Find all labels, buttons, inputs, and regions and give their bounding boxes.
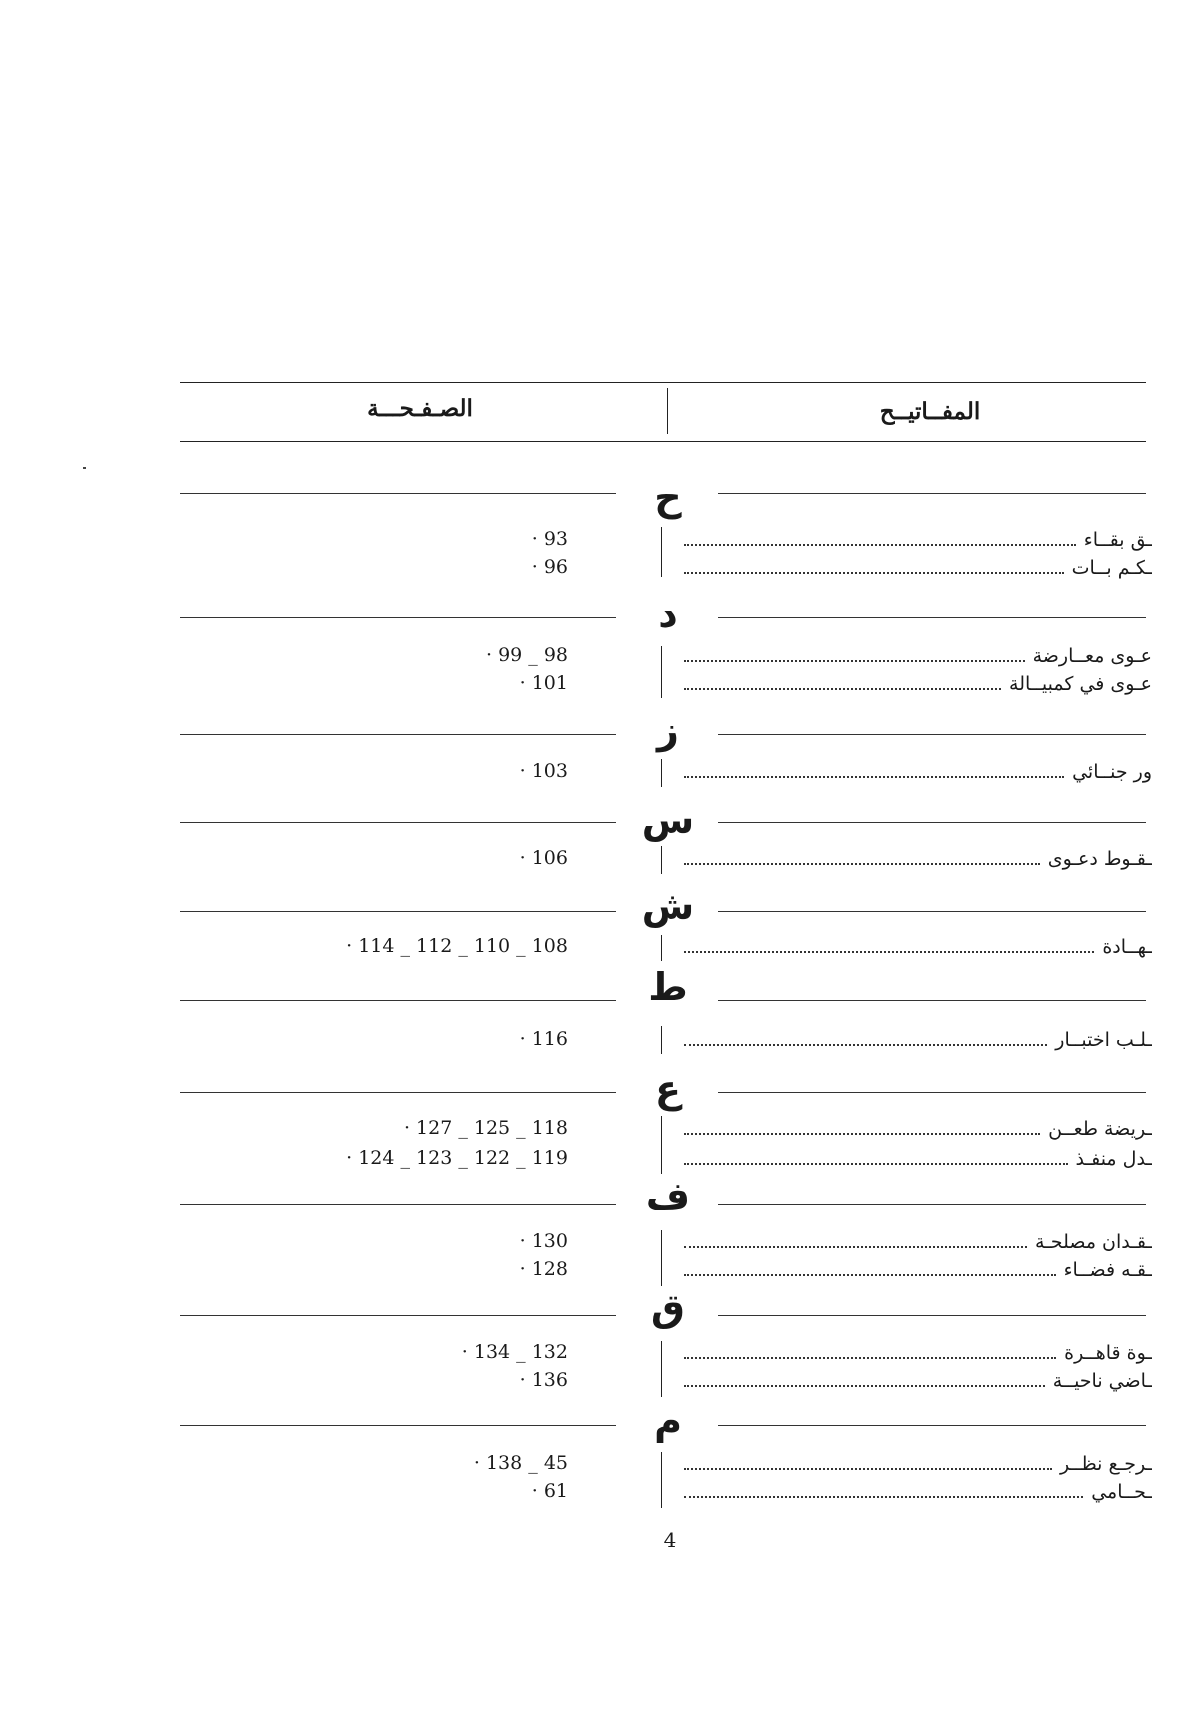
index-term: ـقـه فضــاء xyxy=(1063,1259,1152,1281)
index-pages: · 99 _ 98 xyxy=(485,644,568,666)
index-pages: · 93 xyxy=(531,528,568,550)
index-entry xyxy=(682,759,1152,785)
section-rule-left xyxy=(180,1000,616,1001)
index-pages: · 136 xyxy=(519,1369,568,1391)
section-rule-right xyxy=(718,822,1146,823)
header-top-rule xyxy=(180,382,1146,383)
section-letter: س xyxy=(641,798,695,842)
section-rule-right xyxy=(718,617,1146,618)
index-term: ـريضة طعــن xyxy=(1048,1118,1152,1140)
section-letter: ح xyxy=(654,475,682,519)
index-pages: · 134 _ 132 xyxy=(461,1341,568,1363)
section-rule-left xyxy=(180,1425,616,1426)
index-pages: · 138 _ 45 xyxy=(473,1452,568,1474)
keys-column-title: المفــاتيــح xyxy=(879,398,981,425)
entry-divider xyxy=(661,846,662,874)
index-term: عـوى معــارضة xyxy=(1032,645,1152,667)
index-entry xyxy=(682,1146,1152,1172)
index-entry xyxy=(682,1116,1152,1142)
page-number: 4 xyxy=(663,1528,677,1552)
entry-divider xyxy=(661,1341,662,1397)
header-divider xyxy=(667,388,668,434)
section-rule-left xyxy=(180,911,616,912)
index-term: ـلـب اختبــار xyxy=(1055,1029,1152,1051)
index-pages: · 127 _ 125 _ 118 xyxy=(403,1117,568,1139)
section-rule-right xyxy=(718,734,1146,735)
index-entry xyxy=(682,555,1152,581)
leader-dots xyxy=(684,951,1094,953)
section-letter: ع xyxy=(655,1067,681,1111)
leader-dots xyxy=(684,1133,1040,1135)
section-rule-left xyxy=(180,1315,616,1316)
index-entry xyxy=(682,1340,1152,1366)
index-term: ور جنــائي xyxy=(1072,761,1152,783)
index-term: ـوة قاهــرة xyxy=(1064,1342,1152,1364)
section-rule-right xyxy=(718,1204,1146,1205)
index-entry xyxy=(682,846,1152,872)
leader-dots xyxy=(684,1385,1045,1387)
index-pages: · 114 _ 112 _ 110 _ 108 xyxy=(346,935,568,957)
index-pages: · 124 _ 123 _ 122 _ 119 xyxy=(346,1147,568,1169)
section-rule-left xyxy=(180,493,616,494)
leader-dots xyxy=(684,1468,1052,1470)
section-rule-right xyxy=(718,1315,1146,1316)
leader-dots xyxy=(684,863,1040,865)
index-entry xyxy=(682,671,1152,697)
header-bottom-rule xyxy=(180,441,1146,442)
leader-dots xyxy=(684,1496,1083,1498)
entry-divider xyxy=(661,1116,662,1174)
index-term: ـاضي ناحيــة xyxy=(1052,1370,1152,1392)
index-term: ـقـوط دعـوى xyxy=(1047,848,1152,870)
index-entry xyxy=(682,1027,1152,1053)
index-entry xyxy=(682,1368,1152,1394)
index-pages: · 106 xyxy=(519,847,568,869)
section-letter: ط xyxy=(648,965,688,1009)
entry-divider xyxy=(661,527,662,577)
page-column-title: الصـفـحـــة xyxy=(367,395,473,422)
entry-divider xyxy=(661,1452,662,1508)
section-letter: ف xyxy=(645,1174,691,1218)
index-term: ـقـدان مصلحـة xyxy=(1035,1231,1152,1253)
section-rule-right xyxy=(718,1092,1146,1093)
index-entry xyxy=(682,1257,1152,1283)
section-rule-left xyxy=(180,734,616,735)
entry-divider xyxy=(661,1026,662,1054)
entry-divider xyxy=(661,646,662,698)
index-term: ـهــادة xyxy=(1102,936,1152,958)
leader-dots xyxy=(684,660,1025,662)
index-term: ـدل منفـذ xyxy=(1075,1148,1152,1170)
section-rule-right xyxy=(718,911,1146,912)
leader-dots xyxy=(684,1274,1056,1276)
entry-divider xyxy=(661,935,662,961)
index-pages: · 101 xyxy=(519,672,568,694)
index-entry xyxy=(682,1229,1152,1255)
index-entry xyxy=(682,934,1152,960)
index-entry xyxy=(682,527,1152,553)
leader-dots xyxy=(684,1357,1056,1359)
index-pages: · 96 xyxy=(531,556,568,578)
leader-dots xyxy=(684,1163,1068,1165)
entry-divider xyxy=(661,1230,662,1286)
index-entry xyxy=(682,1479,1152,1505)
section-rule-right xyxy=(718,1000,1146,1001)
leader-dots xyxy=(684,1246,1027,1248)
leader-dots xyxy=(684,572,1064,574)
section-letter: ش xyxy=(641,884,695,928)
section-rule-right xyxy=(718,493,1146,494)
section-rule-left xyxy=(180,1092,616,1093)
leader-dots xyxy=(684,544,1076,546)
section-rule-left xyxy=(180,617,616,618)
leader-dots xyxy=(684,688,1001,690)
index-term: عـوى في كمبيــالة xyxy=(1009,673,1152,695)
index-pages: · 128 xyxy=(519,1258,568,1280)
section-rule-left xyxy=(180,1204,616,1205)
section-letter: م xyxy=(654,1399,682,1443)
index-term: ـرجـع نظــر xyxy=(1059,1453,1152,1475)
section-letter: ق xyxy=(651,1286,685,1330)
leader-dots xyxy=(684,776,1064,778)
scan-speck xyxy=(83,467,86,469)
index-pages: · 116 xyxy=(519,1028,568,1050)
index-term: ـق بقــاء xyxy=(1083,529,1152,551)
index-pages: · 130 xyxy=(519,1230,568,1252)
index-entry xyxy=(682,1451,1152,1477)
index-term: ـكـم بــات xyxy=(1071,557,1152,579)
section-rule-right xyxy=(718,1425,1146,1426)
section-rule-left xyxy=(180,822,616,823)
section-letter: د xyxy=(658,592,678,636)
index-pages: · 61 xyxy=(531,1480,568,1502)
leader-dots xyxy=(684,1044,1047,1046)
section-letter: ز xyxy=(657,708,679,752)
entry-divider xyxy=(661,759,662,787)
index-term: ـحــامي xyxy=(1091,1481,1152,1503)
index-entry xyxy=(682,643,1152,669)
index-pages: · 103 xyxy=(519,760,568,782)
